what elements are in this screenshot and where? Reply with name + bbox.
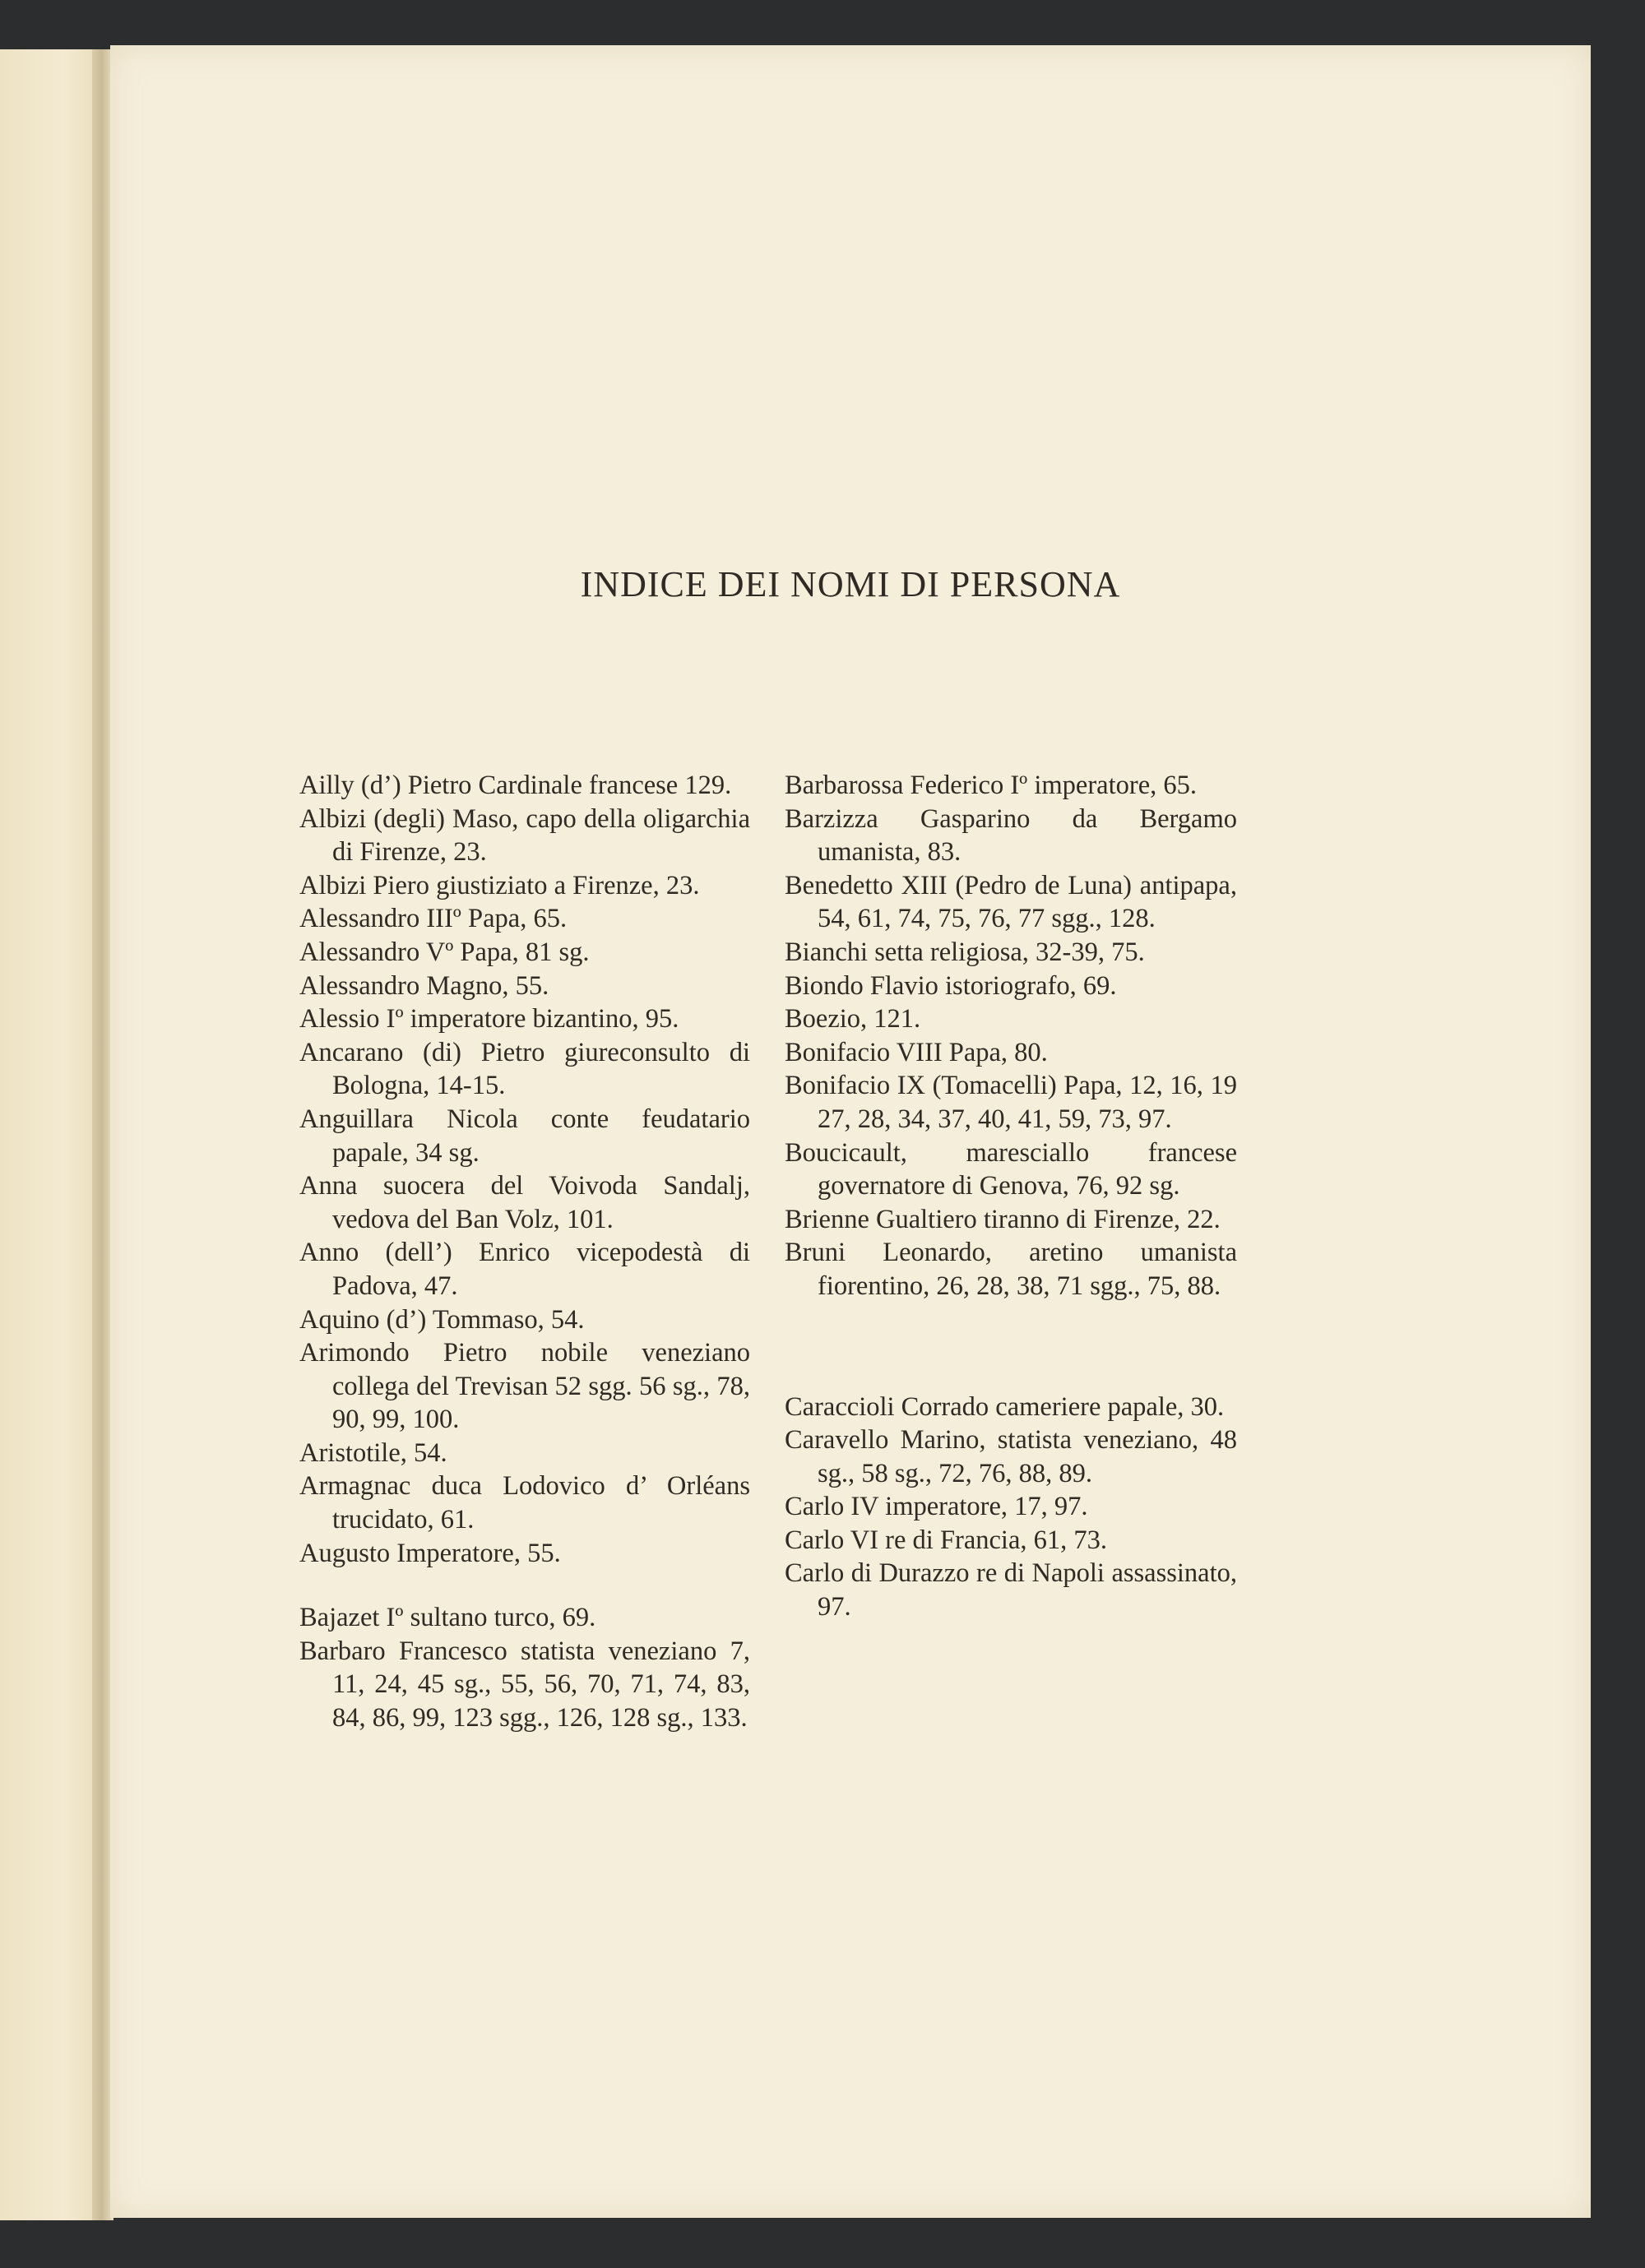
index-entry: Bajazet Iº sultano turco, 69. xyxy=(299,1603,596,1633)
index-entry: Barzizza Gasparino da Bergamo umanista, 83. xyxy=(785,803,1237,868)
index-entry: Anguillara Nicola conte feudatario papale, 34 sg. xyxy=(299,1104,750,1168)
index-entry: Caravello Marino, statista veneziano, 48 sg., 58 sg., 72, 76, 88, 89. xyxy=(785,1425,1237,1488)
index-entry: Bianchi setta religiosa, 32-39, 75. xyxy=(785,937,1145,967)
left-column xyxy=(299,769,750,1735)
index-entry: Augusto Imperatore, 55. xyxy=(299,1538,561,1568)
index-entry: Bonifacio IX (Tomacelli) Papa, 12, 16, 19 27, 28, 34, 37, 40, 41, 59, 73, 97. xyxy=(785,1071,1237,1134)
section-gap xyxy=(299,1570,750,1601)
index-entry: Aquino (d’) Tommaso, 54. xyxy=(299,1304,585,1335)
index-entry: Alessandro Vº Papa, 81 sg. xyxy=(299,937,590,967)
index-entry: Alessandro IIIº Papa, 65. xyxy=(299,904,568,934)
index-entry: Carlo VI re di Francia, 61, 73. xyxy=(785,1525,1108,1555)
index-entry: Carlo di Durazzo re di Napoli assassinato, 97. xyxy=(785,1558,1237,1622)
left-page-edge xyxy=(0,49,107,2220)
index-entry: Bonifacio VIII Papa, 80. xyxy=(785,1037,1048,1067)
index-entry: Barbarossa Federico Iº imperatore, 65. xyxy=(785,771,1198,800)
index-entry: Biondo Flavio istoriografo, 69. xyxy=(785,970,1117,1001)
index-entry: Alessio Iº imperatore bizantino, 95. xyxy=(299,1004,679,1034)
index-entry: Barbaro Francesco statista veneziano 7, 11, 24, 45 sg., 55, 56, 70, 71, 74, 83, 84, 86, 99, 123 sgg., 126, 128 sg., 133. xyxy=(299,1636,750,1733)
index-entry: Aristotile, 54. xyxy=(299,1437,447,1468)
page-title: INDICE DEI NOMI DI PERSONA xyxy=(580,564,1121,604)
index-entry: Caraccioli Corrado cameriere papale, 30. xyxy=(785,1391,1225,1422)
index-entry: Ancarano (di) Pietro giureconsulto di Bologna, 14-15. xyxy=(299,1037,750,1101)
right-column xyxy=(785,769,1237,1624)
index-page xyxy=(110,45,1591,2218)
index-entry: Anna suocera del Voivoda Sandalj, vedova del Ban Volz, 101. xyxy=(299,1171,750,1234)
index-entry: Albizi Piero giustiziato a Firenze, 23. xyxy=(299,870,700,900)
index-entry: Armagnac duca Lodovico d’ Orléans trucidato, 61. xyxy=(299,1471,750,1535)
index-entry: Brienne Gualtiero tiranno di Firenze, 22. xyxy=(785,1204,1221,1234)
index-entry: Arimondo Pietro nobile veneziano collega del Trevisan 52 sgg. 56 sg., 78, 90, 99, 100. xyxy=(299,1338,750,1435)
index-entry: Boezio, 121. xyxy=(785,1004,921,1034)
index-entry: Boucicault, maresciallo francese governatore di Genova, 76, 92 sg. xyxy=(785,1137,1237,1201)
index-entry: Benedetto XIII (Pedro de Luna) antipapa, 54, 61, 74, 75, 76, 77 sgg., 128. xyxy=(785,870,1237,934)
index-entry: Albizi (degli) Maso, capo della oligarchia di Firenze, 23. xyxy=(299,803,750,868)
section-gap xyxy=(785,1303,1237,1391)
index-entry: Alessandro Magno, 55. xyxy=(299,970,549,1001)
index-entry: Ailly (d’) Pietro Cardinale francese 129. xyxy=(299,771,732,800)
index-entry: Carlo IV imperatore, 17, 97. xyxy=(785,1492,1088,1522)
index-entry: Bruni Leonardo, aretino umanista fiorentino, 26, 28, 38, 71 sgg., 75, 88. xyxy=(785,1238,1237,1301)
index-entry: Anno (dell’) Enrico vicepodestà di Padova, 47. xyxy=(299,1238,750,1301)
